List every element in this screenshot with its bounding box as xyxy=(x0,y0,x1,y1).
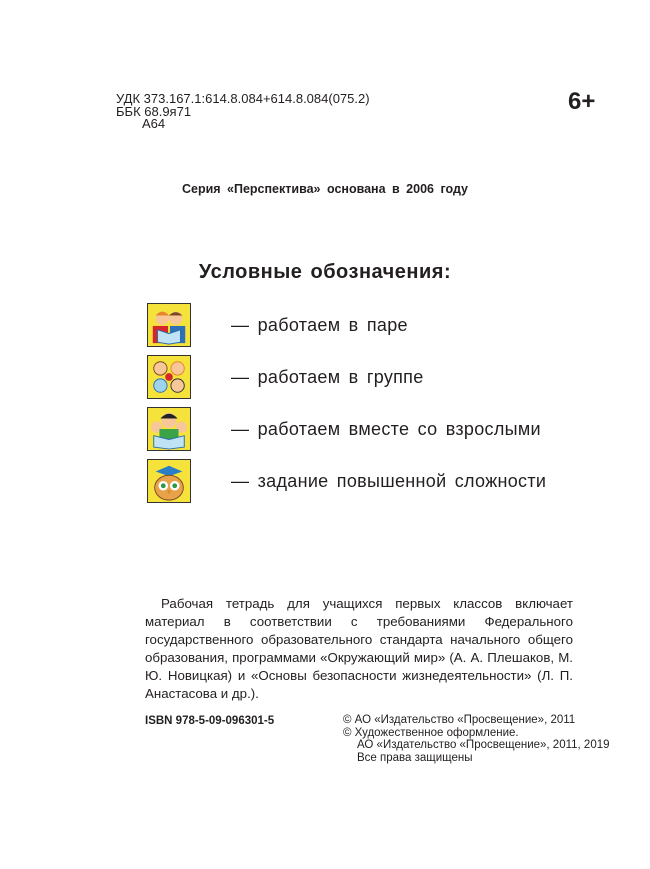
legend-title: Условные обозначения: xyxy=(198,261,452,283)
legend-label: — работаем вместе со взрослыми xyxy=(231,418,541,439)
classification-codes xyxy=(116,93,370,131)
legend-label: — работаем в паре xyxy=(231,314,408,335)
legend-item-pair xyxy=(147,303,408,347)
pair-work-icon xyxy=(147,303,191,347)
series-note: Серия «Перспектива» основана в 2006 году xyxy=(181,182,469,196)
age-rating: 6+ xyxy=(568,88,596,115)
legend-item-group xyxy=(147,355,424,399)
description-text: Рабочая тетрадь для учащихся первых классов включает материал в соответствии с требованиями Федерального государственного образовательного стандарта начального общего образования, программами «Окружающий мир» (А. А. Плешаков, М. Ю. Новицкая) и «Основы безопасности жизнедеятельности» (Л. П. Анастасова и др.). xyxy=(145,596,573,701)
udk-code: УДК 373.167.1:614.8.084+614.8.084(075.2) xyxy=(116,91,370,106)
copyright-line: Все права защищены xyxy=(357,751,473,764)
legend-label: — задание повышенной сложности xyxy=(231,470,547,491)
copyright-line: © Художественное оформление. xyxy=(343,726,519,739)
bbk-code: ББК 68.9я71 xyxy=(116,103,192,119)
legend-label: — работаем в группе xyxy=(231,366,424,387)
adults-work-icon xyxy=(147,407,191,451)
group-work-icon xyxy=(147,355,191,399)
copyright-line: © АО «Издательство «Просвещение», 2011 xyxy=(343,714,576,726)
description-paragraph xyxy=(145,595,573,703)
isbn: ISBN 978-5-09-096301-5 xyxy=(145,715,275,727)
owl-difficulty-icon xyxy=(147,459,191,503)
author-code: А64 xyxy=(142,116,166,131)
copyright-block xyxy=(343,714,610,764)
legend-item-adults xyxy=(147,407,541,451)
legend-item-difficulty xyxy=(147,459,546,503)
copyright-line: АО «Издательство «Просвещение», 2011, 2019 xyxy=(357,739,610,751)
